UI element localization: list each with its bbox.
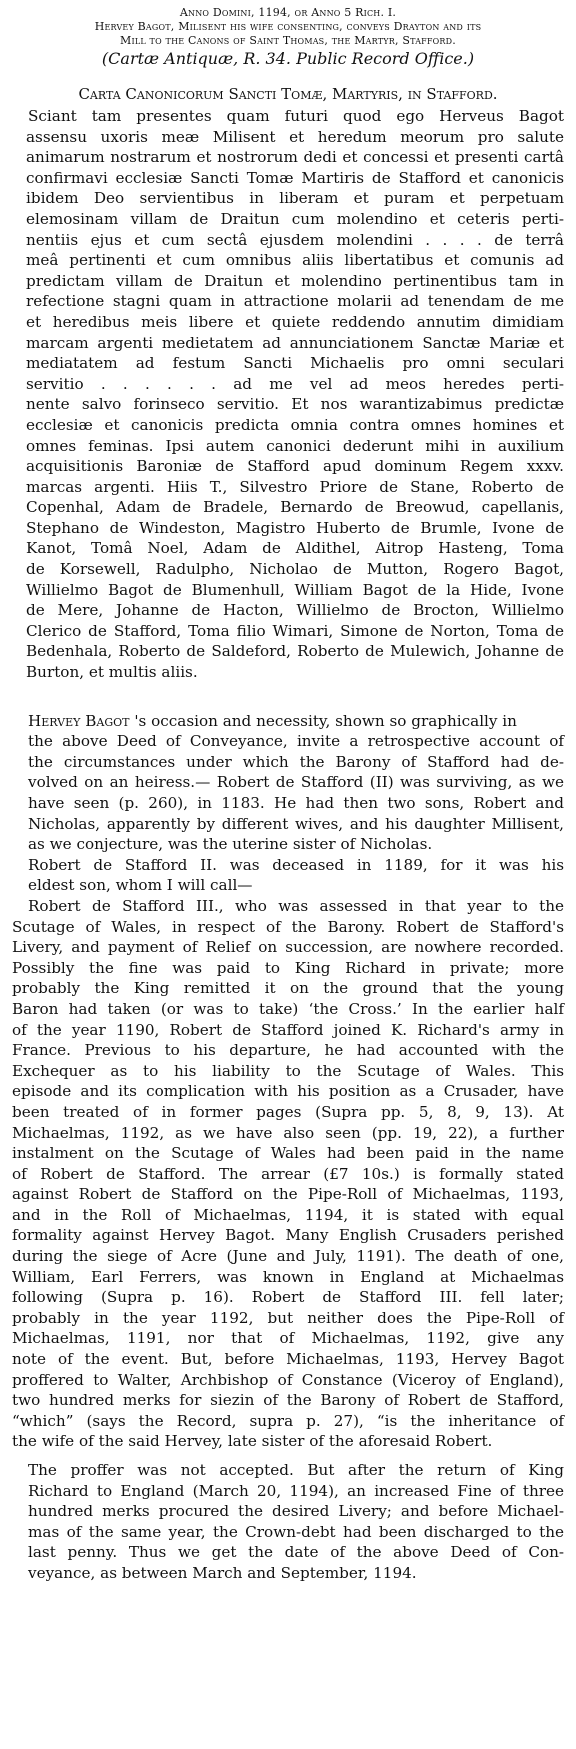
text-line: meâ pertinenti et cum omnibus aliis libertatibus et comunis ad (26, 251, 564, 270)
text-line: Baron had taken (or was to take) ‘the Cross.’ In the earlier half (12, 999, 564, 1018)
text-line: have seen (p. 260), in 1183. He had then two sons, Robert and (28, 794, 564, 812)
lead-name: Hervey Bagot (28, 711, 130, 730)
text-line: formality against Hervey Bagot. Many English Crusaders perished (12, 1226, 564, 1245)
text-line: Kanot, Tomâ Noel, Adam de Aldithel, Aitrop Hasteng, Toma (26, 539, 564, 558)
text-line: “which” (says the Record, supra p. 27), “is the inheritance of (12, 1411, 564, 1430)
text-line: of the year 1190, Robert de Stafford joined K. Richard's army in (12, 1020, 564, 1039)
text-line: probably in the year 1192, but neither does the Pipe-Roll of (12, 1308, 564, 1327)
source-citation: (Cartæ Antiquæ, R. 34. Public Record Office.) (101, 49, 475, 68)
text-line: de Mere, Johanne de Hacton, Willielmo de Brocton, Willielmo (26, 601, 564, 620)
deed-text (12, 106, 564, 683)
text-line: de Korsewell, Radulpho, Nicholao de Mutton, Rogero Bagot, (26, 560, 564, 579)
text-line: the circumstances under which the Barony of Stafford had de- (28, 752, 564, 771)
text-line: The proffer was not accepted. But after the return of King (28, 1461, 564, 1479)
text-line: Robert de Stafford III., who was assessed in that year to the (28, 896, 564, 915)
text-line: acquisitionis Baroniæ de Stafford apud dominum Regem xxxv. (26, 457, 564, 476)
text-line: Stephano de Windeston, Magistro Huberto de Brumle, Ivone de (26, 518, 564, 537)
text-line: marcam argenti medietatem ad annunciationem Sanctæ Mariæ et (26, 333, 564, 352)
text-line: probably the King remitted it on the ground that the young (12, 979, 564, 998)
text-line: note of the event. But, before Michaelmas, 1193, Hervey Bagot (12, 1350, 564, 1369)
text-line: ecclesiæ et canonicis predicta omnia contra omnes homines et (26, 415, 564, 434)
text-line: Clerico de Stafford, Toma filio Wimari, Simone de Norton, Toma de (26, 621, 564, 640)
summary-line-2: Mill to the Canons of Saint Thomas, the Martyr, Stafford. (120, 34, 456, 47)
text-line: of Robert de Stafford. The arrear (£7 10s.) is formally stated (12, 1164, 564, 1183)
commentary-paragraph-2 (12, 855, 564, 896)
text-line: the above Deed of Conveyance, invite a retrospective account of (28, 732, 564, 751)
text-line: et heredibus meis libere et quiete reddendo annutim dimidiam (26, 312, 564, 331)
text-line: Robert de Stafford II. was deceased in 1189, for it was his (28, 855, 564, 874)
text-line: proffered to Walter, Archbishop of Constance (Viceroy of England), (12, 1370, 564, 1389)
text-line: animarum nostrarum et nostrorum dedi et concessi et presenti cartâ (26, 148, 564, 167)
text-line: Michaelmas, 1192, as we have also seen (pp. 19, 22), a further (12, 1123, 564, 1142)
text-line: 's occasion and necessity, shown so graphically in (134, 711, 517, 730)
summary-line-1: Hervey Bagot, Milisent his wife consenting, conveys Drayton and its (94, 20, 482, 33)
text-line: during the siege of Acre (June and July, 1191). The death of one, (12, 1247, 564, 1266)
text-line: elemosinam villam de Draitun cum molendino et ceteris perti- (26, 209, 564, 228)
section-gap (12, 683, 564, 711)
text-line: veyance, as between March and September, 1194. (28, 1563, 417, 1582)
text-line: Nicholas, apparently by different wives, and his daughter Millisent, (28, 814, 564, 833)
text-line: Possibly the fine was paid to King Richard in private; more (12, 958, 564, 977)
text-line: omnes feminas. Ipsi autem canonici dederunt mihi in auxilium (26, 436, 564, 455)
text-line: nente salvo forinseco servitio. Et nos warantizabimus predictæ (26, 395, 564, 414)
text-line: as we conjecture, was the uterine sister of Nicholas. (28, 835, 433, 854)
text-line: against Robert de Stafford on the Pipe-Roll of Michaelmas, 1193, (12, 1185, 564, 1204)
text-line: refectione stagni quam in attractione molarii ad tenendam de me (26, 292, 564, 311)
text-line: mediatatem ad festum Sancti Michaelis pro omni seculari (26, 354, 564, 373)
text-line: Exchequer as to his liability to the Scutage of Wales. This (12, 1061, 564, 1080)
text-line: hundred merks procured the desired Livery; and before Michael- (28, 1502, 564, 1521)
commentary-paragraph-1 (12, 711, 564, 855)
text-line: ibidem Deo servientibus in liberam et puram et perpetuam (26, 189, 564, 208)
text-line: Willielmo Bagot de Blumenhull, William Bagot de la Hide, Ivone (26, 580, 564, 599)
text-line: following (Supra p. 16). Robert de Stafford III. fell later; (12, 1288, 564, 1307)
text-line: Bedenhala, Roberto de Saldeford, Roberto de Mulewich, Johanne de (26, 642, 564, 661)
deed-title: Carta Canonicorum Sancti Tomæ, Martyris, in Stafford. (78, 85, 498, 103)
text-line: volved on an heiress.— Robert de Stafford (II) was surviving, as we (28, 773, 564, 792)
text-line: Scutage of Wales, in respect of the Barony. Robert de Stafford's (12, 917, 564, 936)
text-line: last penny. Thus we get the date of the above Deed of Con- (28, 1543, 564, 1562)
text-line: William, Earl Ferrers, was known in England at Michaelmas (12, 1267, 564, 1286)
commentary-paragraph-3 (12, 896, 564, 1452)
text-line: two hundred merks for siezin of the Barony of Robert de Stafford, (12, 1391, 564, 1410)
text-line: Burton, et multis aliis. (26, 663, 198, 682)
text-line: France. Previous to his departure, he had accounted with the (12, 1041, 564, 1060)
text-line: Sciant tam presentes quam futuri quod ego Herveus Bagot (28, 107, 564, 125)
text-line: confirmavi ecclesiæ Sancti Tomæ Martiris de Stafford et canonicis (26, 168, 564, 187)
commentary-paragraph-4 (12, 1460, 564, 1584)
text-line: predictam villam de Draitun et molendino pertinentibus tam in (26, 271, 564, 290)
deed-paragraph (12, 106, 564, 683)
text-line: been treated of in former pages (Supra pp. 5, 8, 9, 13). At (12, 1102, 564, 1121)
text-line: Richard to England (March 20, 1194), an increased Fine of three (28, 1481, 564, 1500)
text-line: the wife of the said Hervey, late sister of the aforesaid Robert. (12, 1432, 493, 1451)
text-line: nentiis ejus et cum sectâ ejusdem molendini . . . . de terrâ (26, 230, 564, 249)
text-line: Livery, and payment of Relief on succession, are nowhere recorded. (12, 938, 564, 957)
text-line: and in the Roll of Michaelmas, 1194, it is stated with equal (12, 1205, 564, 1224)
text-line: instalment on the Scutage of Wales had been paid in the name (12, 1144, 564, 1163)
text-line: Copenhal, Adam de Bradele, Bernardo de Breowud, capellanis, (26, 498, 564, 517)
text-line: Michaelmas, 1191, nor that of Michaelmas, 1192, give any (12, 1329, 564, 1348)
text-line: eldest son, whom I will call— (28, 876, 253, 895)
text-line: marcas argenti. Hiis T., Silvestro Priore de Stane, Roberto de (26, 477, 564, 496)
text-line: servitio . . . . . . ad me vel ad meos heredes perti- (26, 374, 564, 393)
text-line: assensu uxoris meæ Milisent et heredum meorum pro salute (26, 127, 564, 146)
text-line: mas of the same year, the Crown-debt had been discharged to the (28, 1522, 564, 1541)
text-line: episode and its complication with his position as a Crusader, have (12, 1082, 564, 1101)
running-header: Anno Domini, 1194, or Anno 5 Rich. I. (179, 6, 397, 19)
commentary (12, 711, 564, 1584)
